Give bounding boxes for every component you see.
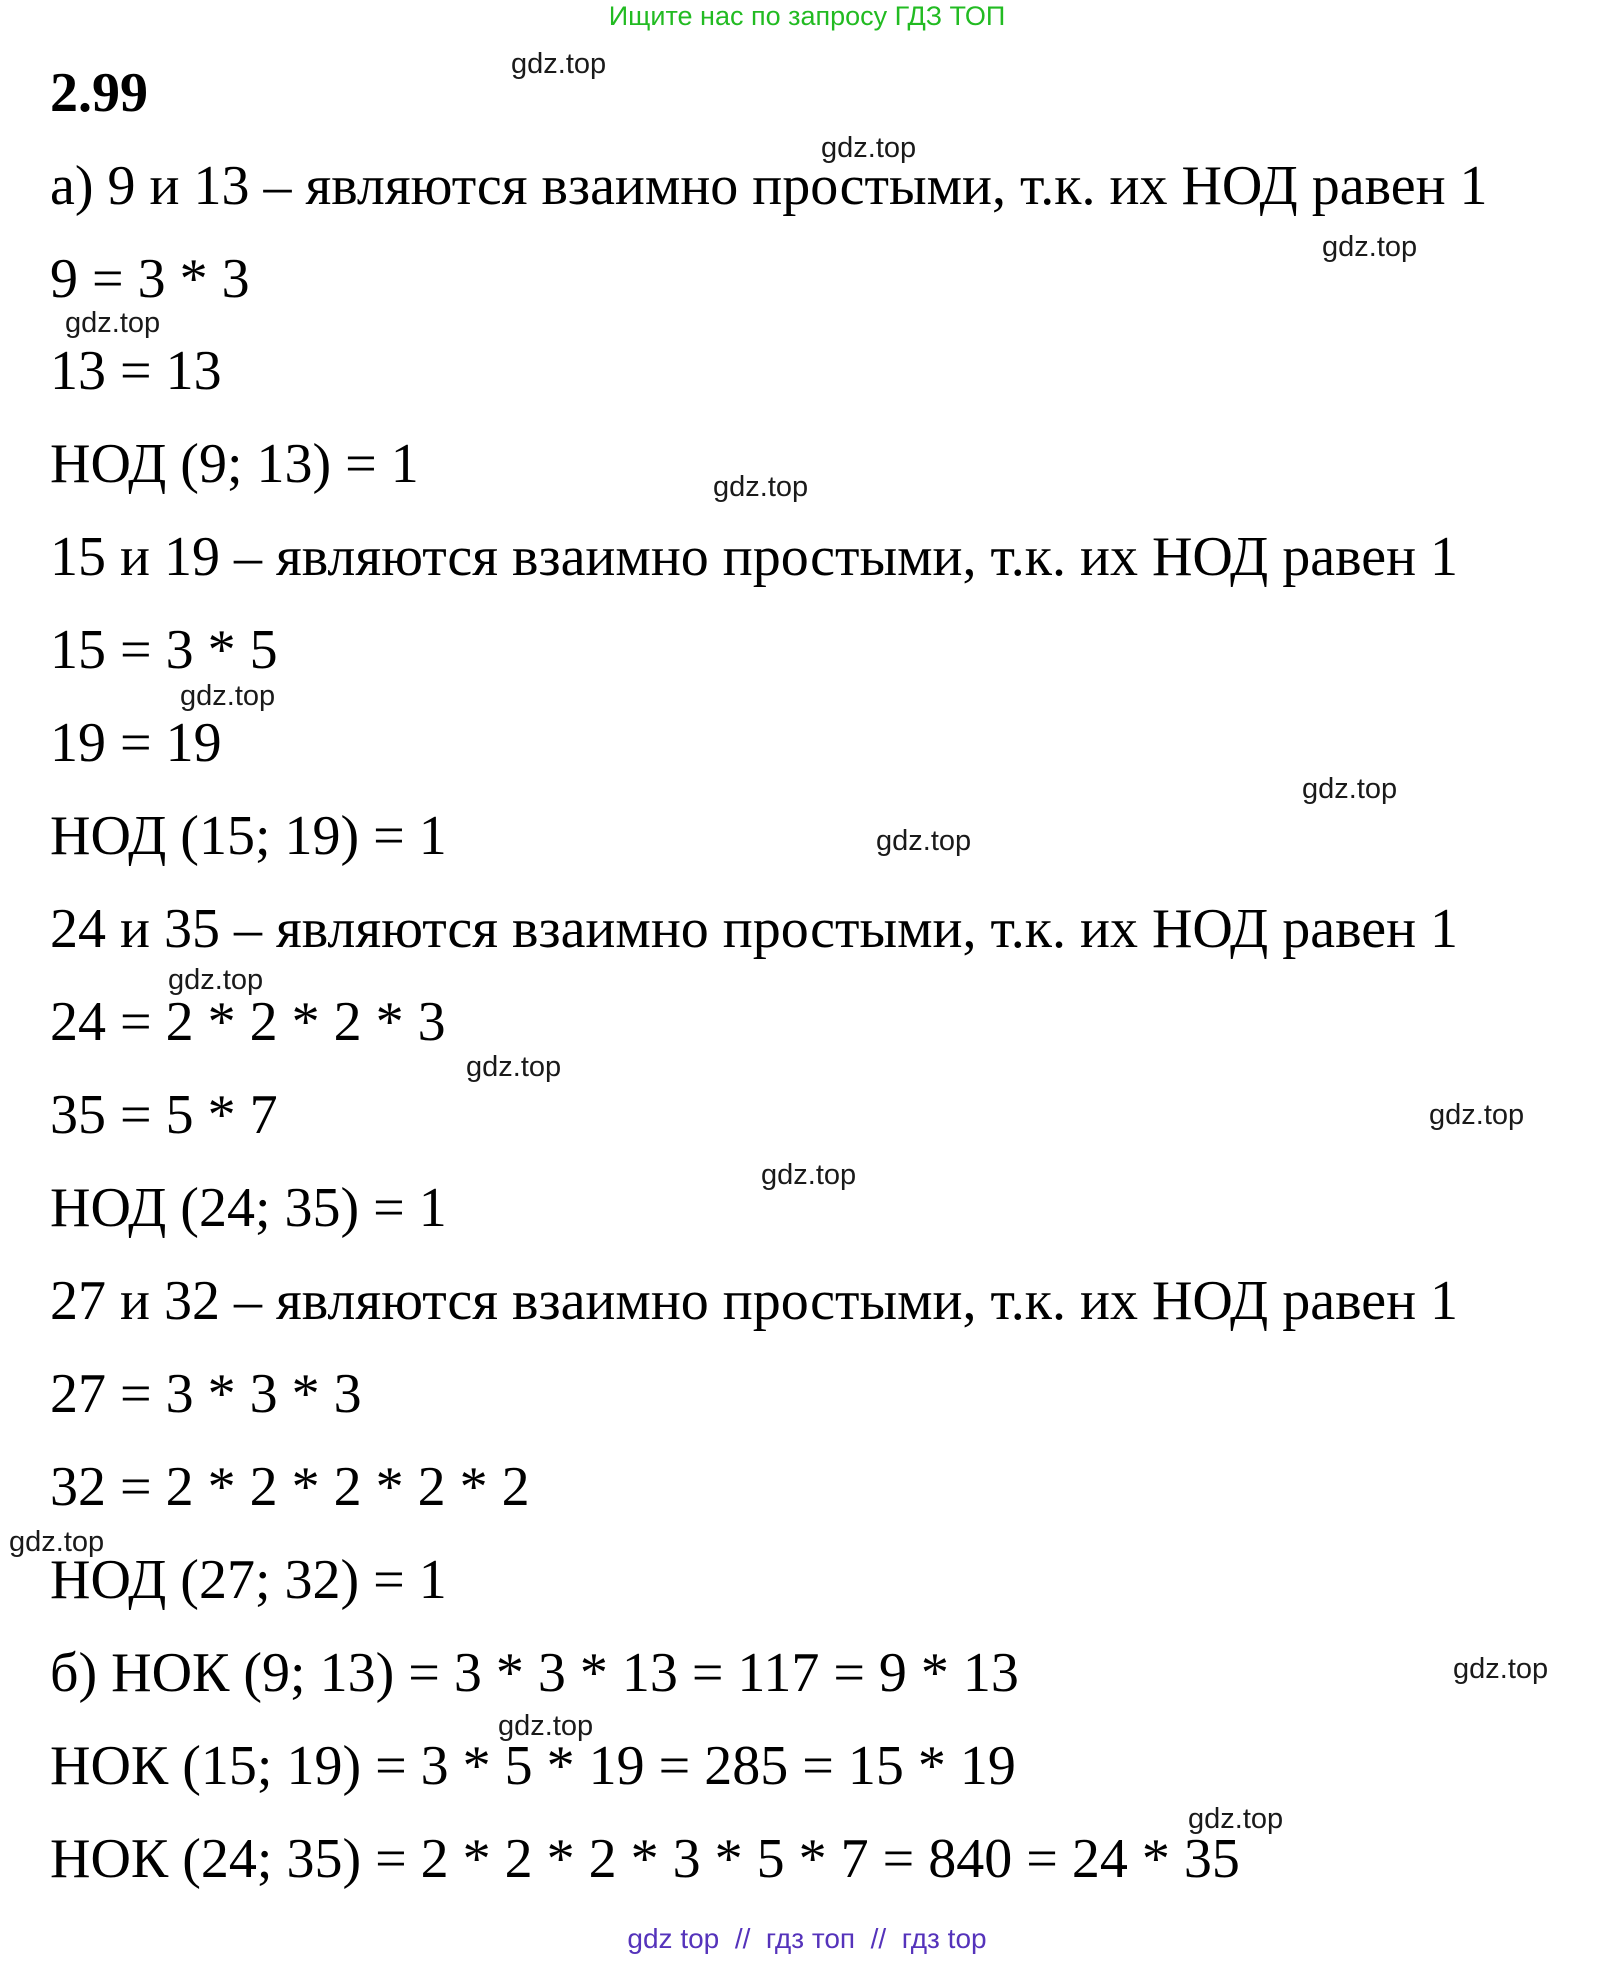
- watermark: gdz.top: [1429, 1099, 1525, 1131]
- solution-line: 32 = 2 * 2 * 2 * 2 * 2: [50, 1456, 530, 1518]
- solution-line: а) 9 и 13 – являются взаимно простыми, т.к. их НОД равен 1: [50, 155, 1488, 217]
- watermark: gdz.top: [713, 471, 809, 503]
- solution-line: 9 = 3 * 3: [50, 248, 250, 310]
- watermark: gdz.top: [1453, 1653, 1549, 1685]
- solution-line: НОД (9; 13) = 1: [50, 433, 419, 495]
- solution-line: НОК (15; 19) = 3 * 5 * 19 = 285 = 15 * 19: [50, 1735, 1016, 1797]
- watermark: gdz.top: [65, 307, 161, 339]
- solution-line: 24 = 2 * 2 * 2 * 3: [50, 991, 446, 1053]
- watermark: gdz.top: [180, 680, 276, 712]
- watermark: gdz.top: [761, 1159, 857, 1191]
- solution-line: 27 и 32 – являются взаимно простыми, т.к. их НОД равен 1: [50, 1270, 1459, 1332]
- watermark: gdz.top: [9, 1526, 105, 1558]
- solution-line: 13 = 13: [50, 340, 222, 402]
- watermark: gdz.top: [876, 825, 972, 857]
- solution-line: НОД (27; 32) = 1: [50, 1549, 447, 1611]
- solution-line: 19 = 19: [50, 712, 222, 774]
- footer-watermark: gdz top // гдз топ // гдз top: [627, 1923, 987, 1954]
- solution-line: 15 = 3 * 5: [50, 619, 278, 681]
- solution-line: 27 = 3 * 3 * 3: [50, 1363, 362, 1425]
- search-banner: Ищите нас по запросу ГДЗ ТОП: [608, 1, 1006, 31]
- watermark: gdz.top: [1302, 773, 1398, 805]
- solution-line: 35 = 5 * 7: [50, 1084, 278, 1146]
- watermark: gdz.top: [498, 1710, 594, 1742]
- solution-line: НОД (24; 35) = 1: [50, 1177, 447, 1239]
- solution-line: б) НОК (9; 13) = 3 * 3 * 13 = 117 = 9 * 13: [50, 1642, 1019, 1704]
- watermark: gdz.top: [821, 132, 917, 164]
- solution-line: НОК (24; 35) = 2 * 2 * 2 * 3 * 5 * 7 = 840 = 24 * 35: [50, 1828, 1240, 1890]
- exercise-number: 2.99: [50, 62, 148, 124]
- watermark: gdz.top: [466, 1051, 562, 1083]
- solution-line: 15 и 19 – являются взаимно простыми, т.к. их НОД равен 1: [50, 526, 1459, 588]
- watermark: gdz.top: [1322, 231, 1418, 263]
- solution-line: НОД (15; 19) = 1: [50, 805, 447, 867]
- watermark: gdz.top: [168, 964, 264, 996]
- solution-line: 24 и 35 – являются взаимно простыми, т.к. их НОД равен 1: [50, 898, 1459, 960]
- watermark: gdz.top: [1188, 1803, 1284, 1835]
- watermark: gdz.top: [511, 48, 607, 80]
